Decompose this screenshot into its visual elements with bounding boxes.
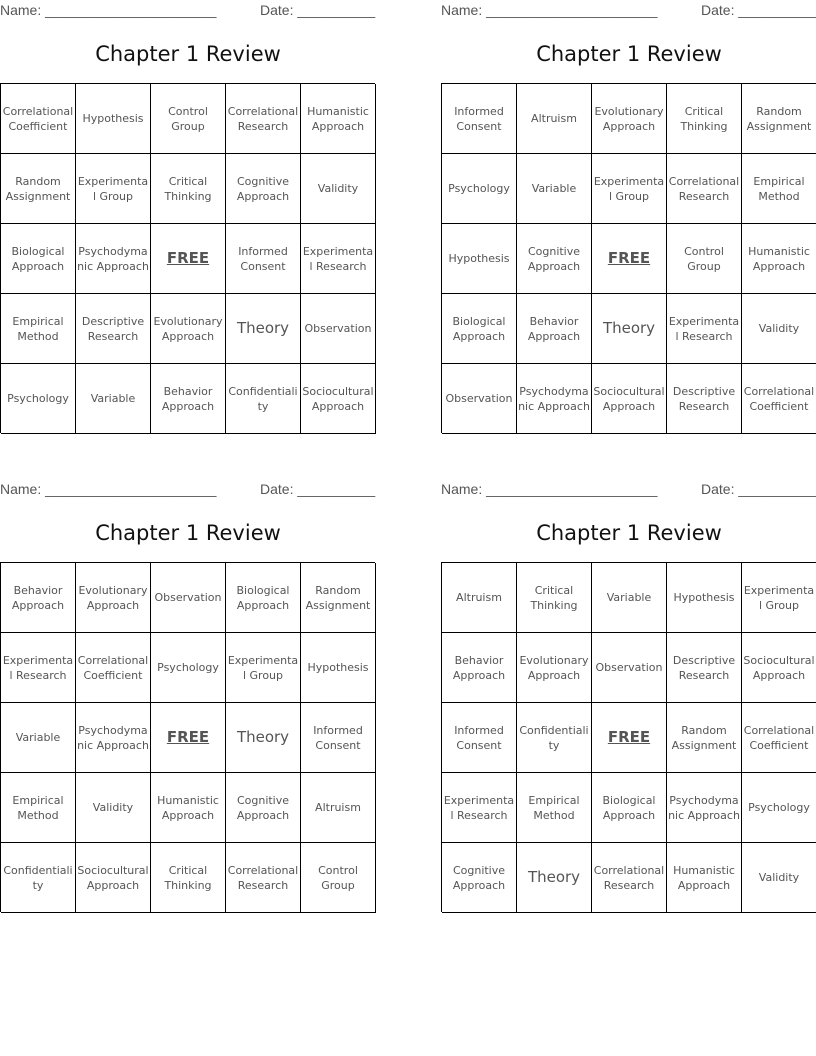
free-space-cell: FREE (151, 224, 226, 294)
bingo-cell: Confidentiality (517, 703, 592, 773)
bingo-grid (441, 562, 816, 912)
name-date-row (441, 2, 816, 20)
bingo-cell: Critical Thinking (151, 843, 226, 913)
bingo-cell: Variable (76, 364, 151, 434)
bingo-cell: Psychology (742, 773, 816, 843)
bingo-cell: Experimental Group (226, 633, 301, 703)
name-field-label: Name: ______________________ (0, 2, 217, 18)
bingo-cell: Descriptive Research (667, 633, 742, 703)
bingo-card (0, 479, 376, 911)
bingo-cell: Evolutionary Approach (151, 294, 226, 364)
date-field-label: Date: __________ (701, 481, 816, 497)
bingo-cell: Critical Thinking (667, 84, 742, 154)
bingo-cell: Altruism (517, 84, 592, 154)
bingo-cell: Sociocultural Approach (76, 843, 151, 913)
bingo-cell: Validity (301, 154, 376, 224)
bingo-cell: Hypothesis (76, 84, 151, 154)
card-title: Chapter 1 Review (95, 42, 281, 66)
bingo-cell: Critical Thinking (151, 154, 226, 224)
date-field-label: Date: __________ (260, 481, 376, 497)
bingo-cell: Sociocultural Approach (592, 364, 667, 434)
bingo-cell: Psychology (442, 154, 517, 224)
bingo-card (441, 479, 816, 911)
bingo-cell: Sociocultural Approach (301, 364, 376, 434)
bingo-cell: Descriptive Research (667, 364, 742, 434)
bingo-cell: Theory (226, 703, 301, 773)
bingo-cell: Random Assignment (1, 154, 76, 224)
bingo-cell: Informed Consent (226, 224, 301, 294)
bingo-cell: Random Assignment (667, 703, 742, 773)
bingo-cell: Humanistic Approach (301, 84, 376, 154)
bingo-cell: Variable (1, 703, 76, 773)
bingo-cell: Correlational Coefficient (742, 364, 816, 434)
bingo-cell: Psychodymanic Approach (667, 773, 742, 843)
bingo-cell: Humanistic Approach (742, 224, 816, 294)
bingo-cell: Informed Consent (442, 703, 517, 773)
bingo-cell: Hypothesis (667, 563, 742, 633)
free-space-cell: FREE (151, 703, 226, 773)
bingo-cell: Empirical Method (517, 773, 592, 843)
bingo-cell: Psychology (1, 364, 76, 434)
bingo-cell: Confidentiality (226, 364, 301, 434)
bingo-cell: Cognitive Approach (442, 843, 517, 913)
bingo-card (441, 0, 816, 432)
bingo-cell: Biological Approach (442, 294, 517, 364)
bingo-cell: Theory (517, 843, 592, 913)
bingo-cell: Observation (301, 294, 376, 364)
name-date-row (0, 481, 376, 499)
bingo-cell: Experimental Group (742, 563, 816, 633)
bingo-cell: Experimental Research (1, 633, 76, 703)
bingo-cell: Empirical Method (1, 294, 76, 364)
bingo-cell: Sociocultural Approach (742, 633, 816, 703)
card-title: Chapter 1 Review (536, 42, 722, 66)
date-field-label: Date: __________ (701, 2, 816, 18)
bingo-cell: Humanistic Approach (667, 843, 742, 913)
bingo-cell: Correlational Research (592, 843, 667, 913)
bingo-cell: Behavior Approach (1, 563, 76, 633)
bingo-cell: Experimental Research (667, 294, 742, 364)
bingo-cell: Variable (517, 154, 592, 224)
bingo-cell: Altruism (301, 773, 376, 843)
bingo-cell: Correlational Research (226, 84, 301, 154)
bingo-cell: Behavior Approach (151, 364, 226, 434)
bingo-cell: Correlational Coefficient (742, 703, 816, 773)
bingo-cell: Validity (76, 773, 151, 843)
bingo-cell: Validity (742, 843, 816, 913)
bingo-cell: Confidentiality (1, 843, 76, 913)
bingo-cell: Control Group (151, 84, 226, 154)
bingo-cell: Correlational Coefficient (76, 633, 151, 703)
bingo-cell: Experimental Group (592, 154, 667, 224)
card-title: Chapter 1 Review (536, 521, 722, 545)
bingo-cell: Validity (742, 294, 816, 364)
free-space-cell: FREE (592, 224, 667, 294)
bingo-cell: Control Group (667, 224, 742, 294)
bingo-cell: Humanistic Approach (151, 773, 226, 843)
bingo-cell: Experimental Research (301, 224, 376, 294)
bingo-cell: Correlational Coefficient (1, 84, 76, 154)
bingo-cell: Random Assignment (301, 563, 376, 633)
bingo-cell: Cognitive Approach (226, 154, 301, 224)
bingo-cell: Empirical Method (742, 154, 816, 224)
bingo-cell: Correlational Research (667, 154, 742, 224)
bingo-cell: Behavior Approach (442, 633, 517, 703)
bingo-cell: Psychodymanic Approach (517, 364, 592, 434)
bingo-cell: Psychodymanic Approach (76, 224, 151, 294)
bingo-cell: Biological Approach (226, 563, 301, 633)
bingo-cell: Theory (226, 294, 301, 364)
bingo-cell: Cognitive Approach (226, 773, 301, 843)
name-field-label: Name: ______________________ (441, 2, 658, 18)
bingo-cell: Psychodymanic Approach (76, 703, 151, 773)
bingo-cell: Observation (442, 364, 517, 434)
bingo-cell: Theory (592, 294, 667, 364)
bingo-card (0, 0, 376, 432)
bingo-cell: Variable (592, 563, 667, 633)
bingo-cell: Biological Approach (592, 773, 667, 843)
name-date-row (0, 2, 376, 20)
bingo-cell: Hypothesis (301, 633, 376, 703)
bingo-cell: Control Group (301, 843, 376, 913)
bingo-cell: Empirical Method (1, 773, 76, 843)
date-field-label: Date: __________ (260, 2, 376, 18)
name-date-row (441, 481, 816, 499)
bingo-cell: Observation (592, 633, 667, 703)
bingo-grid (0, 562, 375, 912)
bingo-cell: Random Assignment (742, 84, 816, 154)
bingo-grid (0, 83, 375, 433)
bingo-cell: Correlational Research (226, 843, 301, 913)
bingo-cell: Informed Consent (301, 703, 376, 773)
bingo-cell: Evolutionary Approach (76, 563, 151, 633)
bingo-cell: Biological Approach (1, 224, 76, 294)
bingo-cell: Critical Thinking (517, 563, 592, 633)
name-field-label: Name: ______________________ (441, 481, 658, 497)
bingo-cell: Evolutionary Approach (592, 84, 667, 154)
bingo-cell: Evolutionary Approach (517, 633, 592, 703)
bingo-cell: Psychology (151, 633, 226, 703)
bingo-cell: Experimental Research (442, 773, 517, 843)
bingo-cell: Altruism (442, 563, 517, 633)
bingo-cell: Observation (151, 563, 226, 633)
bingo-cell: Hypothesis (442, 224, 517, 294)
card-title: Chapter 1 Review (95, 521, 281, 545)
bingo-grid (441, 83, 816, 433)
bingo-cell: Behavior Approach (517, 294, 592, 364)
bingo-cell: Informed Consent (442, 84, 517, 154)
bingo-cell: Descriptive Research (76, 294, 151, 364)
name-field-label: Name: ______________________ (0, 481, 217, 497)
bingo-cell: Cognitive Approach (517, 224, 592, 294)
bingo-cell: Experimental Group (76, 154, 151, 224)
free-space-cell: FREE (592, 703, 667, 773)
